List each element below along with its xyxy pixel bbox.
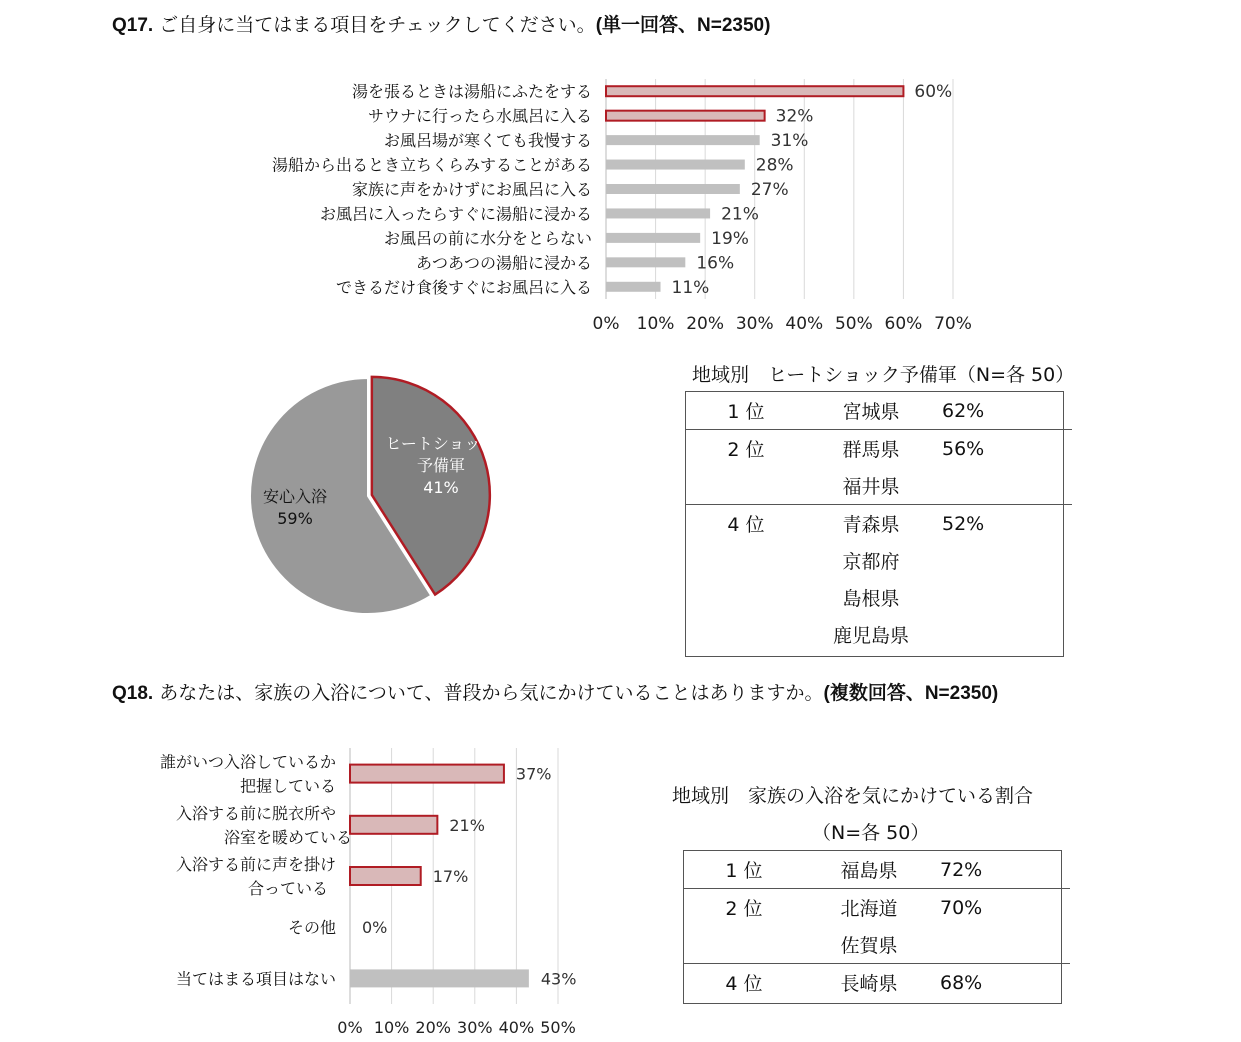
table2-prefecture: 佐賀県 [840,935,898,957]
table1-prefecture: 青森県 [806,505,936,543]
q17-bar [606,257,685,267]
q17-value-label: 27% [750,180,789,200]
table2-row [684,964,1070,1002]
q17-pie-chart [230,370,510,640]
table2-percent: 68% [934,964,1070,1002]
q18-x-tick: 30% [457,1018,493,1037]
q18-note: (複数回答、N=2350) [823,683,999,704]
q17-pie-slice-label: ヒートショック [385,433,497,453]
table2-rank: 2 位 [684,889,804,927]
q17-heading [112,10,770,37]
q18-category-label: その他 [287,918,336,938]
q17-bar [606,208,710,218]
q17-bar [606,233,700,243]
q18-heading [112,678,998,705]
table1-prefecture: 宮城県 [842,401,900,423]
q17-note: (単一回答、N=2350) [595,15,771,36]
table1-rank [686,579,806,616]
table2-row [684,926,1070,964]
q18-category-label: 当てはまる項目はない [175,969,336,989]
q18-x-tick: 20% [415,1018,451,1037]
q18-bar [350,816,437,834]
q18-bar-chart [0,740,620,1040]
q18-value-label: 17% [432,867,469,886]
table1-prefecture: 鹿児島県 [832,625,909,647]
table1-row [686,467,1072,505]
q17-x-tick: 70% [934,314,972,334]
table1-rank [686,616,806,653]
q17-value-label: 19% [711,228,749,249]
q18-label: Q18. [112,683,154,704]
table1-percent [936,579,1072,616]
q17-category-label: できるだけ食後すぐにお風呂に入る [335,277,592,297]
table1-prefecture: 福井県 [842,476,900,498]
q17-bar [606,160,745,170]
q18-category-label: 把握している [239,776,337,796]
table1-rank [686,542,806,579]
table1-caption: 地域別 ヒートショック予備軍（N=各 50） [692,364,1075,386]
q18-value-label: 0% [362,918,388,938]
table2-subcaption: （N=各 50） [812,822,930,844]
q18-bar [350,867,421,885]
q17-category-label: お風呂場が寒くても我慢する [383,131,592,151]
q17-bar-chart [0,40,1000,340]
q18-value-label: 43% [540,969,577,989]
table1-prefecture: 京都府 [842,551,900,573]
q17-x-tick: 60% [884,314,923,334]
q18-value-label: 21% [449,815,485,835]
q18-category-label: 入浴する前に声を掛け [175,855,336,874]
table1-percent: 62% [942,399,985,422]
q17-category-label: 湯船から出るとき立ちくらみすることがある [271,155,592,175]
table2-rank [684,926,804,964]
q17-value-label: 60% [914,82,953,103]
q17-value-label: 32% [775,106,814,127]
q17-x-tick: 0% [592,314,620,334]
q17-pie-value-label: 59% [277,509,313,529]
q18-bar [350,969,529,987]
q17-pie-slice-label: 予備軍 [416,455,465,475]
table1-rank [686,467,806,505]
q17-x-tick: 50% [834,314,873,334]
table2-percent: 70% [934,889,1070,927]
table2-prefecture: 福島県 [840,860,898,882]
table1 [686,392,1072,653]
table1-row [686,616,1072,653]
q18-value-label: 37% [515,764,552,784]
q18-x-tick: 0% [337,1018,363,1037]
table2-rank: 1 位 [725,860,763,882]
table1-percent [936,467,1072,505]
q17-category-label: 家族に声をかけずにお風呂に入る [351,180,592,199]
q17-value-label: 31% [770,131,809,152]
q17-category-label: お風呂に入ったらすぐに湯船に浸かる [319,204,592,224]
q17-value-label: 16% [696,253,735,274]
table2-percent: 72% [940,858,983,881]
q18-x-tick: 50% [540,1018,576,1037]
q17-value-label: 21% [721,204,759,225]
table1-row [686,392,1072,430]
q18-category-label: 入浴する前に脱衣所や [175,803,336,823]
table1-rank: 1 位 [727,401,765,423]
q18-question: あなたは、家族の入浴について、普段から気にかけていることはありますか。 [159,682,824,704]
q17-bar [606,111,765,121]
q17-category-label: お風呂の前に水分をとらない [383,228,592,248]
q17-value-label: 28% [755,155,794,176]
table1-row [686,579,1072,616]
table1-percent [936,542,1072,579]
q17-bar [606,86,903,96]
q17-bar [606,135,760,145]
q18-category-label: 浴室を暖めている [223,827,353,847]
table2-caption: 地域別 家族の入浴を気にかけている割合 [672,785,1034,807]
q17-x-tick: 30% [735,314,774,334]
q18-category-label: 合っている [247,879,329,898]
table2-prefecture: 長崎県 [804,964,934,1002]
table1-prefecture: 島根県 [842,588,900,610]
table1-row [686,430,1072,468]
table1-percent: 56% [936,430,1072,468]
table2-row [684,851,1070,889]
q18-category-label: 誰がいつ入浴しているか [159,752,336,772]
table2 [684,851,1070,1001]
table2-row [684,889,1070,927]
q18-x-tick: 40% [498,1018,535,1037]
q17-value-label: 11% [671,277,710,298]
table1-row [686,505,1072,543]
table2-percent [934,926,1070,964]
table2-prefecture: 北海道 [804,889,934,927]
q17-bar [606,184,740,194]
table1-percent [936,616,1072,653]
table1-row [686,542,1072,579]
table1-percent: 52% [936,505,1072,543]
table2-rank: 4 位 [684,964,804,1002]
q17-x-tick: 20% [686,314,725,334]
q17-question: ご自身に当てはまる項目をチェックしてください。 [159,14,596,36]
q17-x-tick: 10% [636,314,675,334]
q17-pie-value-label: 41% [423,477,459,497]
q17-label: Q17. [112,15,154,36]
table1-prefecture: 群馬県 [806,430,936,468]
q17-category-label: 湯を張るときは湯船にふたをする [351,82,592,102]
table1-rank: 2 位 [686,430,806,468]
q17-x-tick: 40% [785,314,824,334]
q17-category-label: あつあつの湯船に浸かる [415,253,592,273]
q18-x-tick: 10% [373,1018,410,1037]
q17-pie-slice-label: 安心入浴 [263,487,328,507]
q17-bar [606,282,661,292]
q17-category-label: サウナに行ったら水風呂に入る [367,106,592,126]
q18-bar [350,765,504,783]
table1-rank: 4 位 [686,505,806,543]
